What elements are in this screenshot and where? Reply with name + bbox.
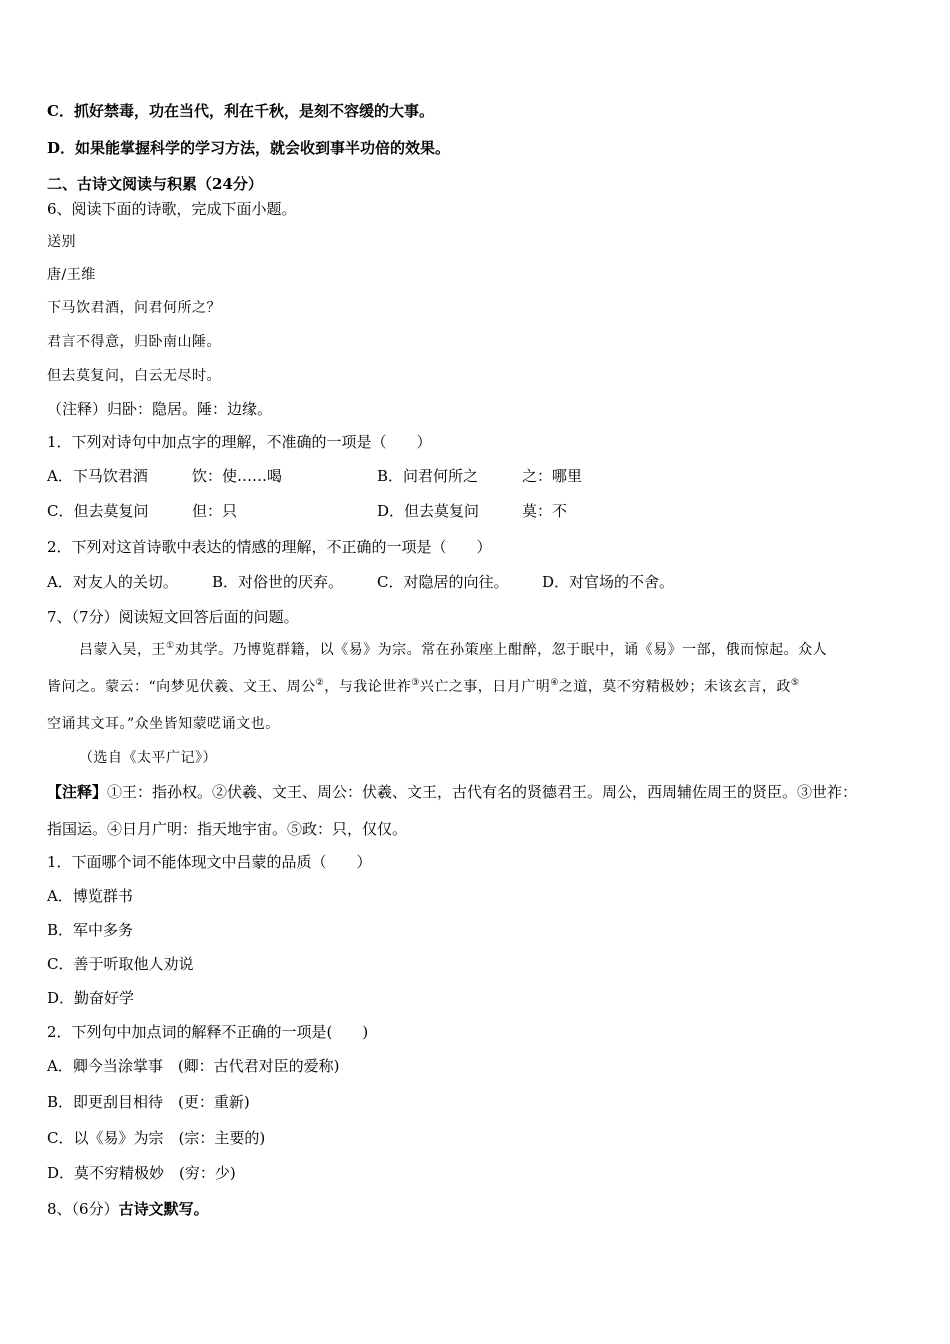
poem-line-1: 下马饮君酒，问君何所之？	[47, 300, 221, 316]
q7-2-option-c: C．以《易》为宗 (宗：主要的)	[47, 1129, 266, 1147]
q6-1-option-d-answer: 莫：不	[522, 502, 568, 520]
poem-note: （注释）归卧：隐居。陲：边缘。	[47, 400, 273, 418]
passage-line-3: 空诵其文耳。”众坐皆知蒙呓诵文也。	[47, 716, 280, 732]
q6-1-option-c: C．但去莫复问	[47, 502, 149, 520]
option-c-line: C．抓好禁毒，功在当代，利在千秋，是刻不容缓的大事。	[47, 102, 434, 120]
q6-2-option-d: D．对官场的不舍。	[542, 573, 675, 591]
notes-label: 【注释】	[47, 783, 108, 801]
q7-1-option-d: D．勤奋好学	[47, 989, 135, 1007]
question-7-2: 2．下列句中加点词的解释不正确的一项是( )	[47, 1023, 369, 1041]
q7-1-option-b: B．军中多务	[47, 921, 134, 939]
poem-author: 唐/王维	[47, 267, 96, 283]
q6-1-option-a: A．下马饮君酒	[47, 467, 148, 485]
question-7-1: 1．下面哪个词不能体现文中吕蒙的品质（ ）	[47, 853, 372, 871]
q7-1-option-a: A．博览群书	[47, 887, 133, 905]
q7-2-option-d: D．莫不穷精极妙 (穷：少)	[47, 1164, 236, 1182]
passage-line-1: 吕蒙入吴，王①劝其学。乃博览群籍，以《易》为宗。常在孙策座上酣醉，忽于眠中，诵《易》一部，俄而惊起。众人	[79, 641, 828, 658]
q6-1-option-b-answer: 之：哪里	[522, 467, 583, 485]
passage-source: （选自《太平广记》）	[79, 750, 217, 766]
q6-1-option-c-answer: 但：只	[192, 502, 238, 520]
q6-2-option-b: B．对俗世的厌弃。	[212, 573, 344, 591]
notes-line-2: 指国运。④日月广明：指天地宇宙。⑤政：只，仅仅。	[47, 820, 408, 838]
passage-line-2: 皆问之。蒙云：“向梦见伏羲、文王、周公②，与我论世祚③兴亡之事，日月广明④之道，莫不穷精极妙；未该玄言，政⑤	[47, 678, 800, 695]
q6-2-option-c: C．对隐居的向往。	[377, 573, 509, 591]
q7-2-option-b: B．即更刮目相待 (更：重新)	[47, 1093, 250, 1111]
question-6-1: 1．下列对诗句中加点字的理解，不准确的一项是（ ）	[47, 433, 432, 451]
question-6-2: 2．下列对这首诗歌中表达的情感的理解，不正确的一项是（ ）	[47, 538, 492, 556]
q7-2-option-a: A．卿今当涂掌事 (卿：古代君对臣的爱称)	[47, 1057, 340, 1075]
question-8: 8、（6分）古诗文默写。	[47, 1200, 209, 1218]
q6-1-option-a-answer: 饮：使……喝	[192, 467, 283, 485]
q7-1-option-c: C．善于听取他人劝说	[47, 955, 194, 973]
poem-line-2: 君言不得意，归卧南山陲。	[47, 334, 221, 350]
q6-1-option-d: D．但去莫复问	[377, 502, 480, 520]
option-d-line: D．如果能掌握科学的学习方法，就会收到事半功倍的效果。	[47, 139, 451, 157]
q6-2-option-a: A．对友人的关切。	[47, 573, 178, 591]
question-6-stem: 6、阅读下面的诗歌，完成下面小题。	[47, 200, 297, 218]
q6-1-option-b: B．问君何所之	[377, 467, 479, 485]
notes-line-1: 【注释】①王：指孙权。②伏羲、文王、周公：伏羲、文王，古代有名的贤德君王。周公，西周辅佐周王的贤臣。③世祚：	[47, 783, 858, 801]
section-heading: 二、古诗文阅读与积累（24分）	[47, 175, 263, 193]
poem-title: 送别	[47, 234, 76, 250]
poem-line-3: 但去莫复问，白云无尽时。	[47, 368, 221, 384]
question-7-stem: 7、（7分）阅读短文回答后面的问题。	[47, 608, 299, 626]
